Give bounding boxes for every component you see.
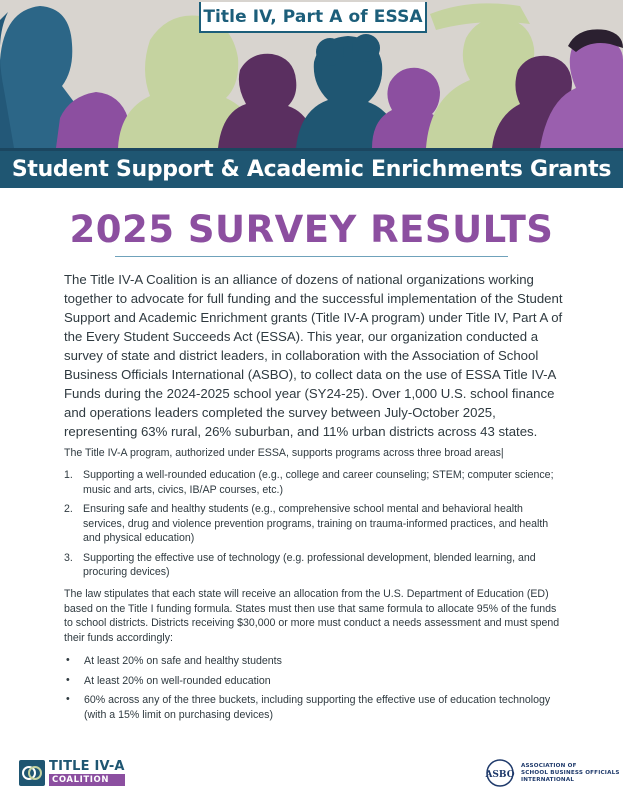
header-illustration [0, 0, 623, 148]
asbo-monogram-icon [485, 758, 517, 788]
focus-areas-list [64, 468, 564, 585]
list-item [64, 551, 564, 580]
list-item [64, 654, 564, 669]
logo-line: SCHOOL BUSINESS OFFICIALS [521, 769, 620, 776]
list-text: 60% across any of the three buckets, including supporting the effective use of education technology (with a 15% limit on purchasing devices) [84, 694, 551, 721]
list-text: Ensuring safe and healthy students (e.g., comprehensive school mental and behavioral health services, drug and violence prevention programs, training on trauma-informed practices, and health and physical education) [83, 503, 549, 544]
logo-line: ASSOCIATION OF [521, 762, 577, 769]
list-text: At least 20% on well-rounded education [84, 674, 271, 687]
asbo-logo [485, 758, 620, 788]
list-number: 1. [64, 469, 73, 481]
logo-title: TITLE IV-A [49, 759, 125, 774]
intro-paragraph: The Title IV-A Coalition is an alliance of dozens of national organizations working together to advocate for full funding and the successful implementation of the Student Support and Academic Enrichment grants (Title IV-A program) under Title IV, Part A of the Every Student Succeeds Act (ESSA). This year, our organization conducted a survey of state and district leaders, in collaboration with the Association of School Business Officials International (ASBO), to collect data on the use of ESSA Title IV-A Funds during the 2024-2025 school year (SY24-25). Over 1,000 U.S. school finance and operations leaders completed the survey between July-October 2025, representing 63% rural, 26% suburban, and 11% urban districts across 43 states. [64, 272, 563, 439]
asbo-monogram-text: ASBO [485, 770, 515, 780]
title-banner [0, 148, 623, 188]
logo-line: INTERNATIONAL [521, 776, 575, 783]
title-iva-coalition-logo [19, 758, 125, 788]
list-item [64, 502, 564, 546]
title-divider [115, 256, 508, 257]
list-number: 3. [64, 551, 73, 564]
bullet-icon: • [66, 693, 70, 705]
coalition-knot-icon [19, 760, 45, 786]
list-item [64, 693, 564, 722]
bullet-icon: • [66, 673, 70, 686]
page-title: Student Support & Academic Enrichments Grants [11, 157, 612, 182]
list-text: Supporting a well-rounded education (e.g., college and career counseling; STEM; computer science; music and arts, civics, IB/AP courses, etc.) [83, 469, 554, 496]
list-number: 2. [64, 503, 73, 515]
program-tag-text: Title IV, Part A of ESSA [203, 6, 423, 27]
list-item [64, 674, 564, 689]
requirements-list [64, 654, 564, 727]
program-intro: The Title IV-A program, authorized under ESSA, supports programs across three broad areas| [64, 447, 504, 459]
survey-title: 2025 SURVEY RESULTS [69, 208, 554, 251]
law-paragraph: The law stipulates that each state will receive an allocation from the U.S. Department of Education (ED) based on the Title I funding formula. States must then use that same formula to allocate 95% of the funds to school districts. Districts receiving $30,000 or more must conduct a needs assessment and must spend their funds accordingly: [64, 588, 560, 644]
bullet-icon: • [66, 654, 70, 666]
list-item [64, 468, 564, 497]
program-tag [199, 2, 427, 33]
list-text: At least 20% on safe and healthy students [84, 655, 282, 667]
list-text: Supporting the effective use of technology (e.g. professional development, blended learning, and procuring devices) [83, 551, 536, 578]
logo-subtitle: COALITION [49, 774, 125, 786]
